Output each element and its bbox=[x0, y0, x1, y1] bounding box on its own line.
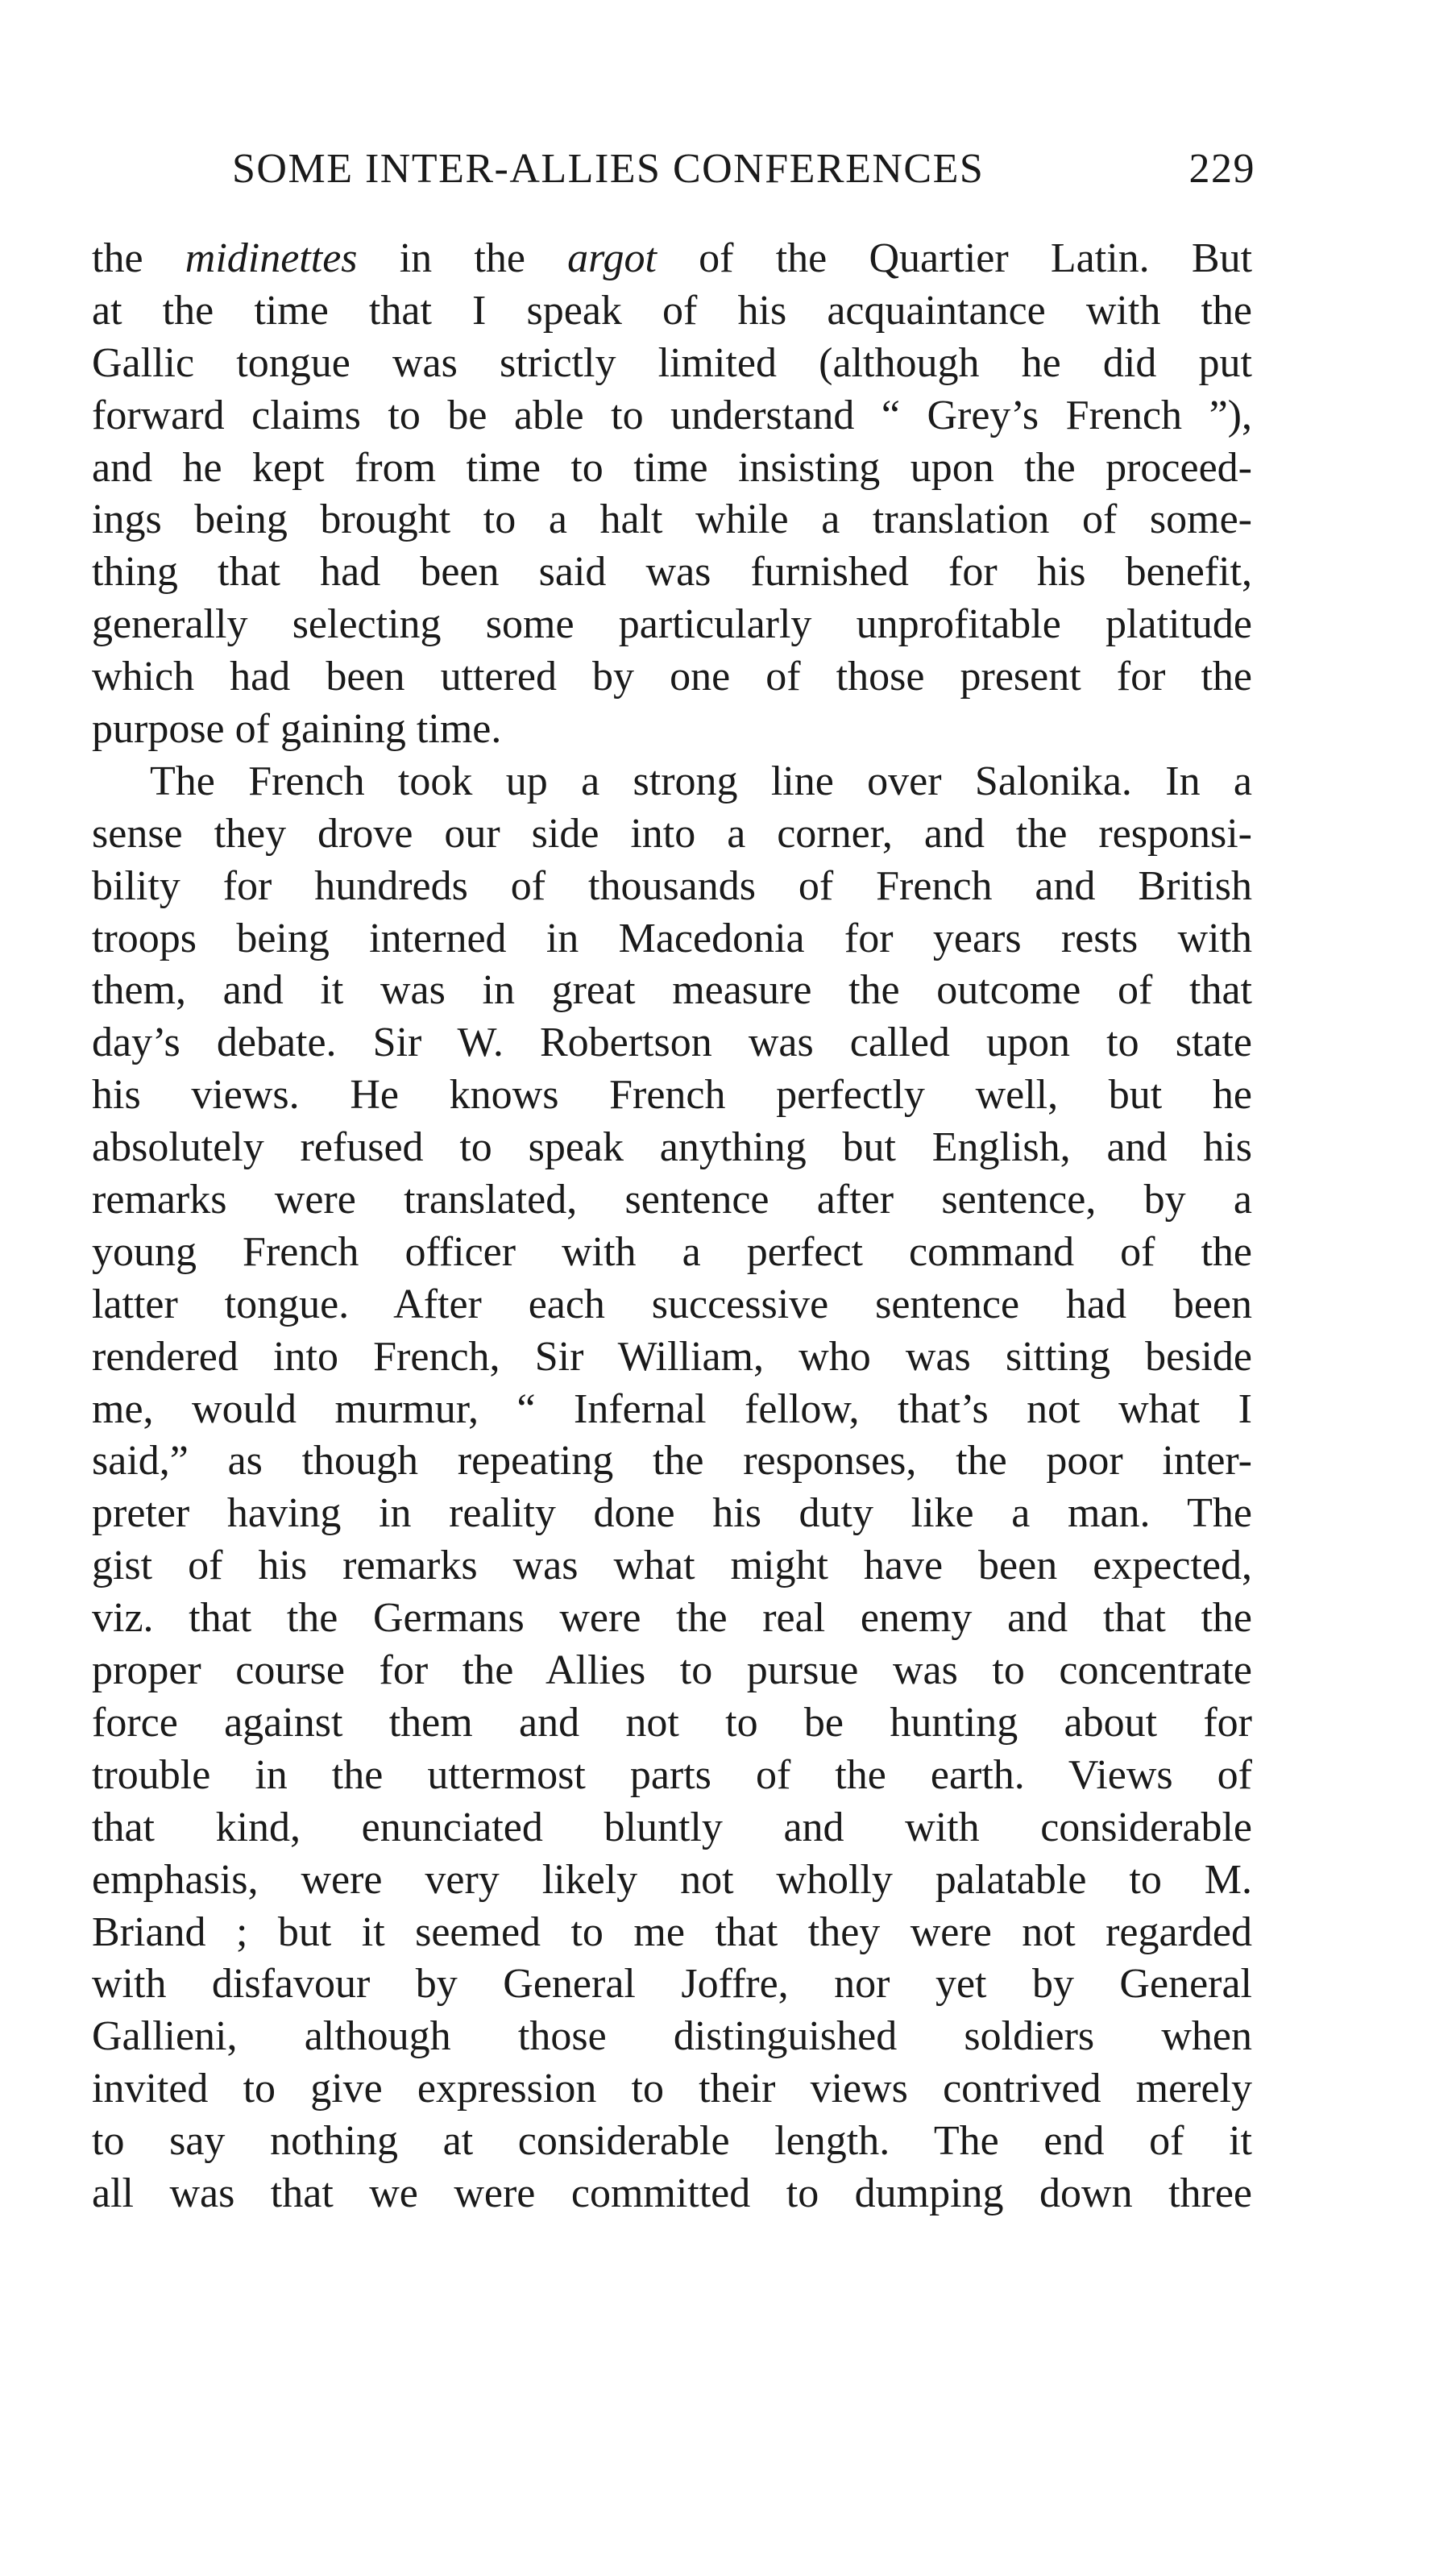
text-line: latter tongue. After each successive sentence had been bbox=[92, 1281, 1252, 1327]
text-line: them, and it was in great measure the outcome of that bbox=[92, 967, 1252, 1014]
text-line: at the time that I speak of his acquaintance with the bbox=[92, 287, 1252, 334]
text-line: day’s debate. Sir W. Robertson was called upon to state bbox=[92, 1020, 1252, 1066]
text-line: emphasis, were very likely not wholly palatable to M. bbox=[92, 1856, 1252, 1903]
text-line: Briand ; but it seemed to me that they were not regarded bbox=[92, 1908, 1252, 1955]
text-line: said,” as though repeating the responses, the poor inter- bbox=[92, 1438, 1252, 1485]
text-line: remarks were translated, sentence after sentence, by a bbox=[92, 1177, 1252, 1223]
text-segment: in the bbox=[357, 235, 568, 281]
text-line: rendered into French, Sir William, who was sitting beside bbox=[92, 1333, 1252, 1380]
running-head bbox=[232, 141, 1255, 197]
italic-word: midinettes bbox=[185, 235, 358, 281]
italic-word: argot bbox=[567, 235, 657, 281]
text-line: Gallic tongue was strictly limited (although he did put bbox=[92, 339, 1252, 386]
text-line: all was that we were committed to dumping down three bbox=[92, 2170, 1252, 2216]
text-line: invited to give expression to their views contrived merely bbox=[92, 2066, 1252, 2112]
text-line: troops being interned in Macedonia for years rests with bbox=[92, 915, 1252, 961]
text-line: force against them and not to be hunting about for bbox=[92, 1699, 1252, 1746]
text-line: absolutely refused to speak anything but English, and his bbox=[92, 1124, 1252, 1171]
text-segment: the bbox=[92, 235, 185, 281]
running-head-title: SOME INTER-ALLIES CONFERENCES bbox=[232, 146, 985, 192]
text-line: which had been uttered by one of those present for the bbox=[92, 654, 1252, 700]
text-line: gist of his remarks was what might have been expected, bbox=[92, 1543, 1252, 1589]
text-line: with disfavour by General Joffre, nor yet by General bbox=[92, 1961, 1252, 2008]
text-line: forward claims to be able to understand “ Grey’s French ”), bbox=[92, 392, 1252, 438]
page-number: 229 bbox=[1188, 146, 1255, 192]
text-line: Gallieni, although those distinguished soldiers when bbox=[92, 2013, 1252, 2060]
text-line: trouble in the uttermost parts of the earth. Views of bbox=[92, 1751, 1252, 1798]
text-line: and he kept from time to time insisting upon the proceed- bbox=[92, 444, 1252, 491]
text-line: ings being brought to a halt while a translation of some- bbox=[92, 496, 1252, 543]
text-line: viz. that the Germans were the real enemy and that the bbox=[92, 1595, 1252, 1642]
text-line: proper course for the Allies to pursue was to concentrate bbox=[92, 1647, 1252, 1694]
text-line bbox=[92, 233, 1252, 285]
text-line: sense they drove our side into a corner, and the responsi- bbox=[92, 810, 1252, 857]
paragraph-first-line: The French took up a strong line over Salonika. In a bbox=[150, 758, 1252, 804]
text-line: me, would murmur, “ Infernal fellow, that’s not what I bbox=[92, 1385, 1252, 1432]
paragraph-last-line: purpose of gaining time. bbox=[92, 706, 502, 753]
text-segment: of the Quartier Latin. But bbox=[656, 235, 1253, 281]
text-line: generally selecting some particularly unprofitable platitude bbox=[92, 601, 1252, 648]
text-line: young French officer with a perfect command of the bbox=[92, 1228, 1252, 1275]
text-line: preter having in reality done his duty like a man. The bbox=[92, 1490, 1252, 1537]
text-line: thing that had been said was furnished for his benefit, bbox=[92, 549, 1252, 596]
text-line: that kind, enunciated bluntly and with considerable bbox=[92, 1804, 1252, 1850]
text-line: his views. He knows French perfectly well, but he bbox=[92, 1072, 1252, 1119]
text-line: bility for hundreds of thousands of French and British bbox=[92, 862, 1252, 909]
body-text bbox=[92, 233, 1252, 2220]
text-line: to say nothing at considerable length. The end of it bbox=[92, 2118, 1252, 2165]
